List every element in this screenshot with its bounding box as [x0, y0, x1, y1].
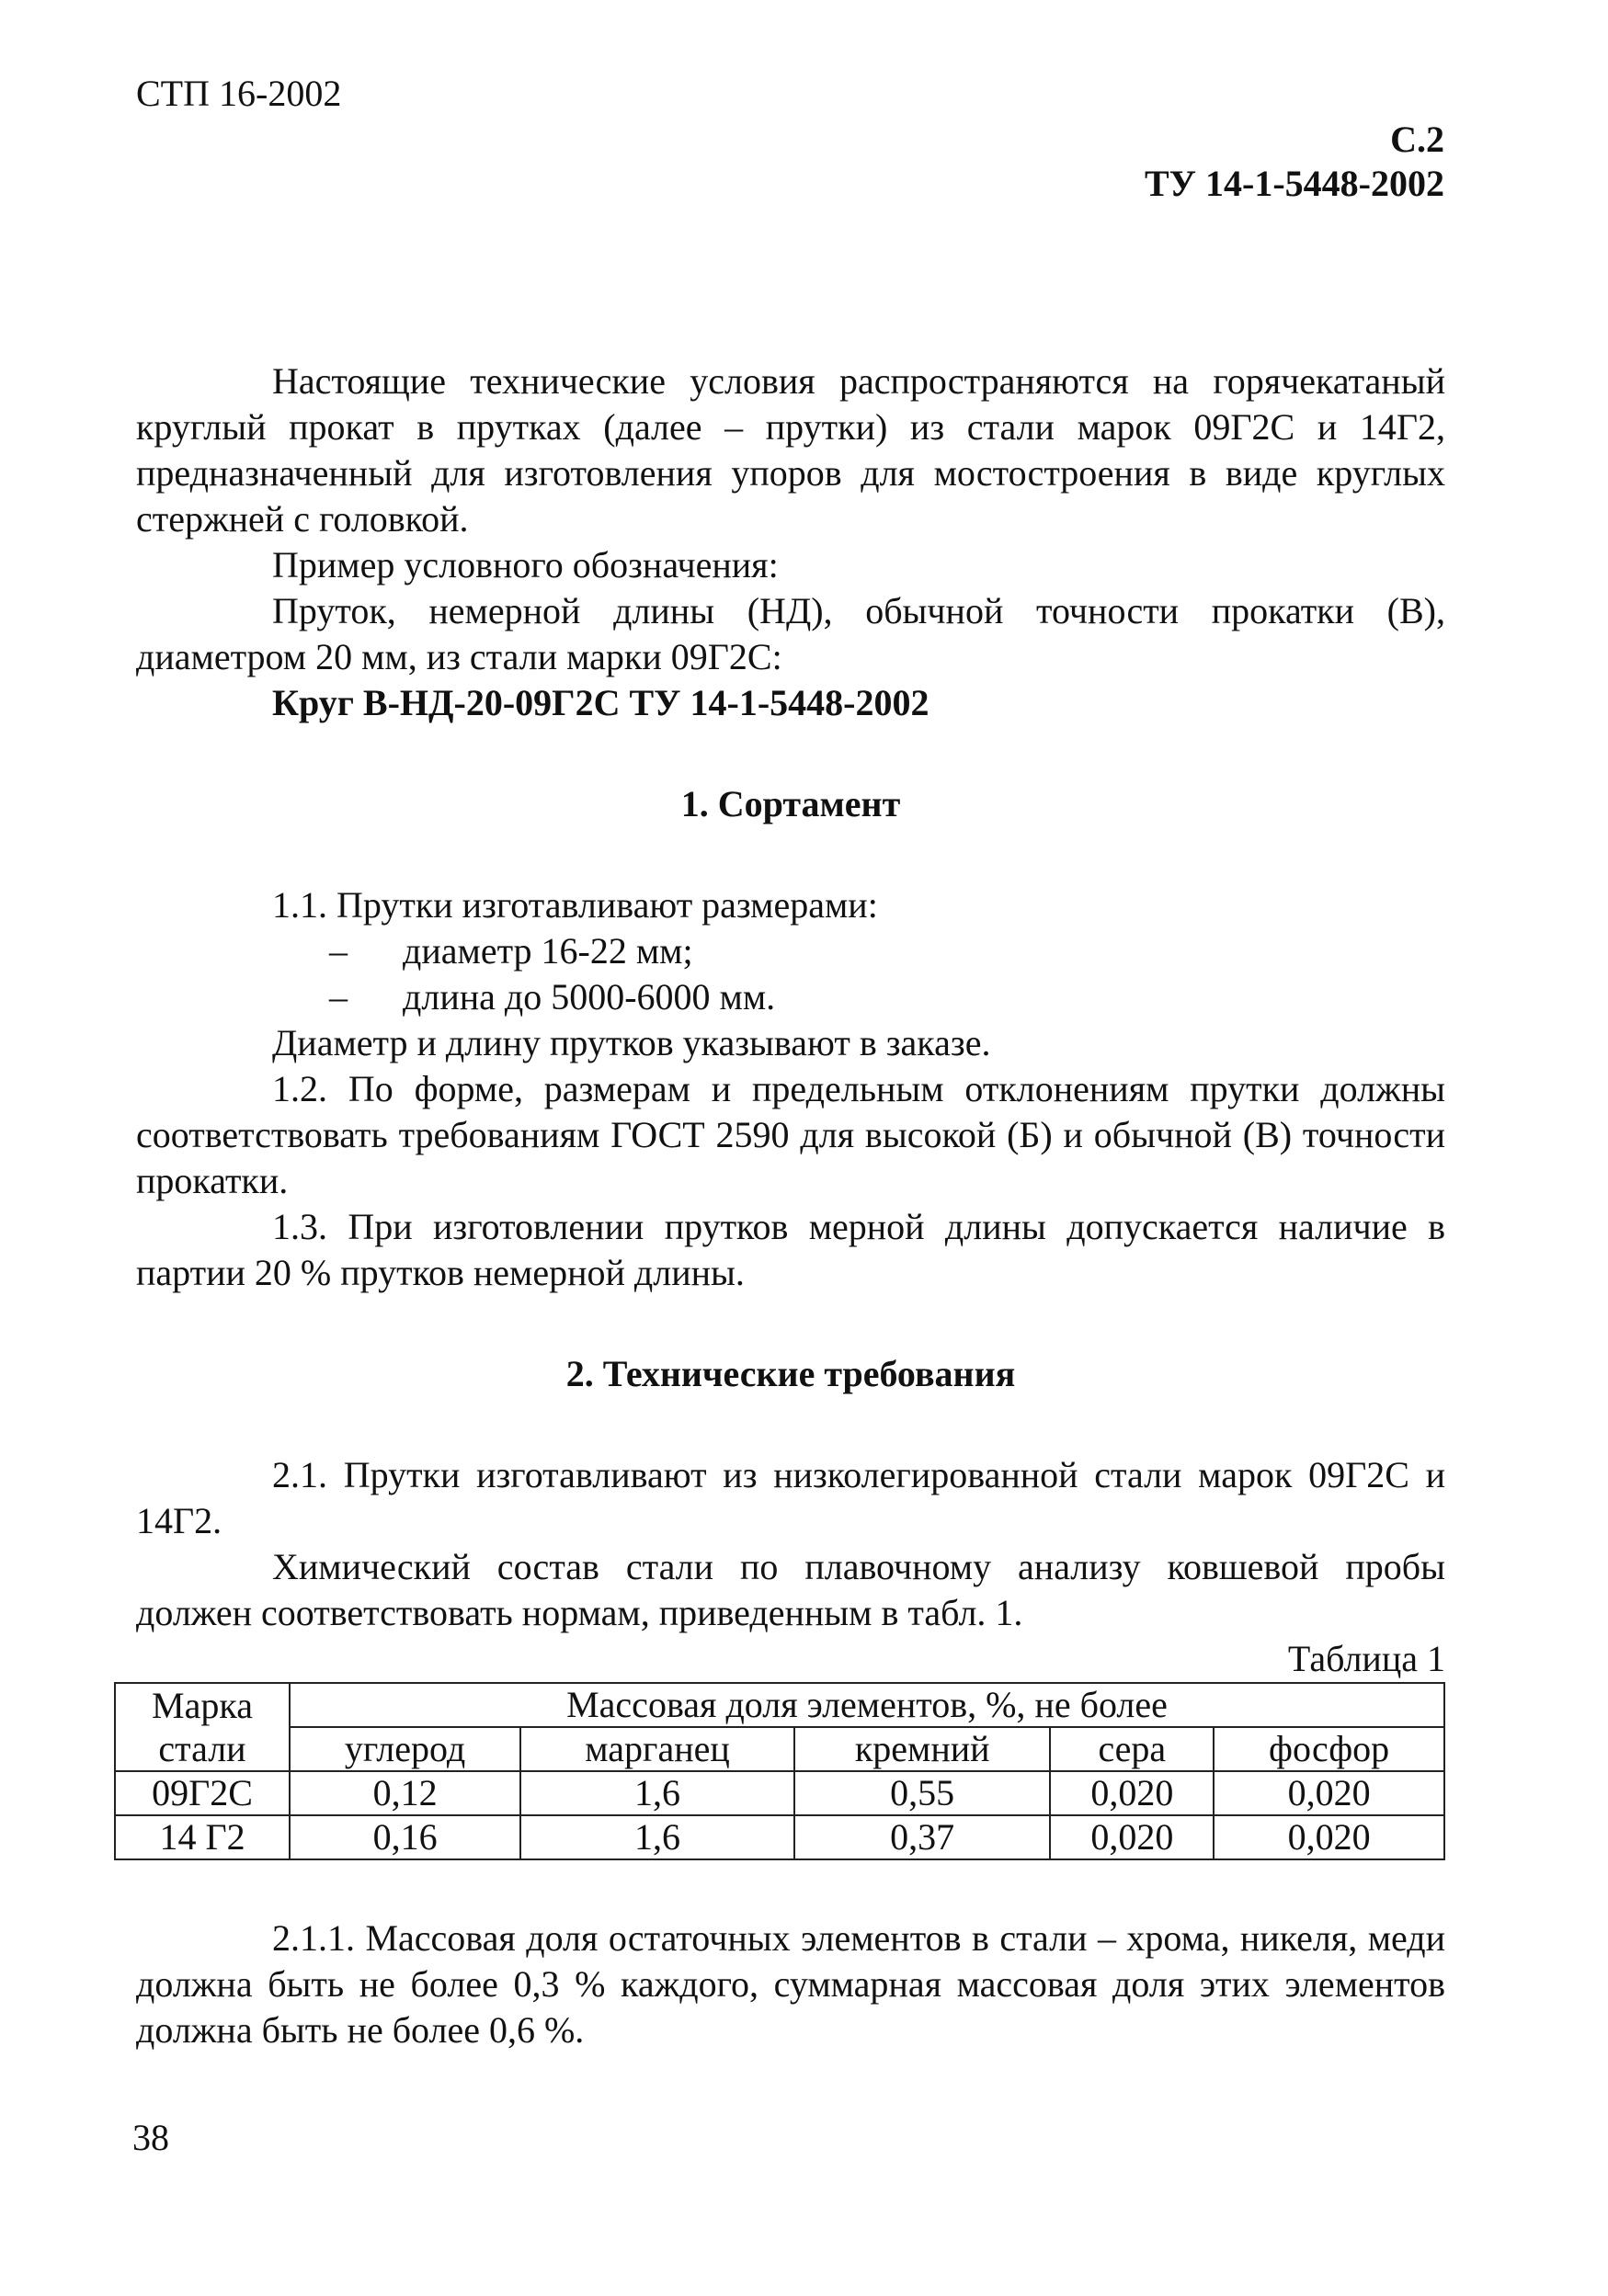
value-cell: 0,020	[1050, 1771, 1214, 1815]
header-doc-code: ТУ 14-1-5448-2002	[1145, 163, 1444, 204]
document-body	[136, 358, 1445, 2053]
bullet-text: диаметр 16-22 мм;	[403, 930, 693, 972]
header-cell-grade-top: Марка	[115, 1683, 290, 1727]
clause-1-1: 1.1. Прутки изготавливают размерами:	[272, 884, 878, 926]
dash-marker: –	[329, 930, 348, 972]
value-cell: 1,6	[520, 1771, 794, 1815]
table-header-row	[115, 1683, 1444, 1727]
table-row	[115, 1815, 1444, 1859]
dash-marker: –	[329, 976, 348, 1017]
header-cell-grade-bottom: стали	[115, 1727, 290, 1771]
table-header-row	[115, 1727, 1444, 1771]
grade-cell: 09Г2С	[115, 1771, 290, 1815]
header-cell: кремний	[794, 1727, 1051, 1771]
example-label: Пример условного обозначения:	[272, 544, 779, 585]
chem-composition-note: Химический состав стали по плавочному анализу ковшевой пробы должен соответствовать нормам, приведенным в табл. 1.	[136, 1546, 1445, 1633]
table-row	[115, 1771, 1444, 1815]
table-caption: Таблица 1	[1287, 1638, 1445, 1679]
order-note: Диаметр и длину прутков указывают в заказе.	[272, 1022, 991, 1063]
value-cell: 1,6	[520, 1815, 794, 1859]
clause-2-1: 2.1. Прутки изготавливают из низколегированной стали марок 09Г2С и 14Г2.	[136, 1454, 1445, 1541]
header-cell: марганец	[520, 1727, 794, 1771]
header-cell: фосфор	[1214, 1727, 1444, 1771]
value-cell: 0,020	[1214, 1815, 1444, 1859]
clause-2-1-1: 2.1.1. Массовая доля остаточных элементов в стали – хрома, никеля, меди должна быть не более 0,3 % каждого, суммарная массовая доля этих элементов должна быть не более 0,6 %.	[136, 1917, 1445, 2051]
page-number: 38	[132, 2117, 169, 2158]
example-designation: Круг В-НД-20-09Г2С ТУ 14-1-5448-2002	[272, 682, 929, 723]
value-cell: 0,020	[1050, 1815, 1214, 1859]
example-description: Пруток, немерной длины (НД), обычной точности прокатки (В), диаметром 20 мм, из стали марки 09Г2С:	[136, 590, 1445, 677]
intro-paragraph: Настоящие технические условия распространяются на горячекатаный круглый прокат в прутках (далее – прутки) из стали марок 09Г2С и 14Г2, предназначенный для изготовления упоров для мостостроения в виде круглых стержней с головкой.	[136, 360, 1445, 540]
bullet-text: длина до 5000-6000 мм.	[403, 976, 776, 1017]
section-2-heading: 2. Технические требования	[565, 1353, 1016, 1394]
header-cell-group: Массовая доля элементов, %, не более	[290, 1683, 1444, 1727]
bullet-item	[329, 928, 1445, 974]
clause-1-3: 1.3. При изготовлении прутков мерной длины допускается наличие в партии 20 % прутков немерной длины.	[136, 1206, 1445, 1293]
header-standard-code: СТП 16-2002	[136, 73, 342, 114]
chem-composition-table	[114, 1682, 1445, 1860]
header-cell: углерод	[290, 1727, 520, 1771]
section-1-heading: 1. Сортамент	[680, 783, 901, 824]
value-cell: 0,55	[794, 1771, 1051, 1815]
header-page-label: С.2	[1390, 119, 1444, 160]
value-cell: 0,12	[290, 1771, 520, 1815]
value-cell: 0,16	[290, 1815, 520, 1859]
grade-cell: 14 Г2	[115, 1815, 290, 1859]
value-cell: 0,37	[794, 1815, 1051, 1859]
clause-1-2: 1.2. По форме, размерам и предельным отклонениям прутки должны соответствовать требованиям ГОСТ 2590 для высокой (Б) и обычной (В) точности прокатки.	[136, 1068, 1445, 1201]
header-cell: сера	[1050, 1727, 1214, 1771]
value-cell: 0,020	[1214, 1771, 1444, 1815]
bullet-item	[329, 974, 1445, 1020]
